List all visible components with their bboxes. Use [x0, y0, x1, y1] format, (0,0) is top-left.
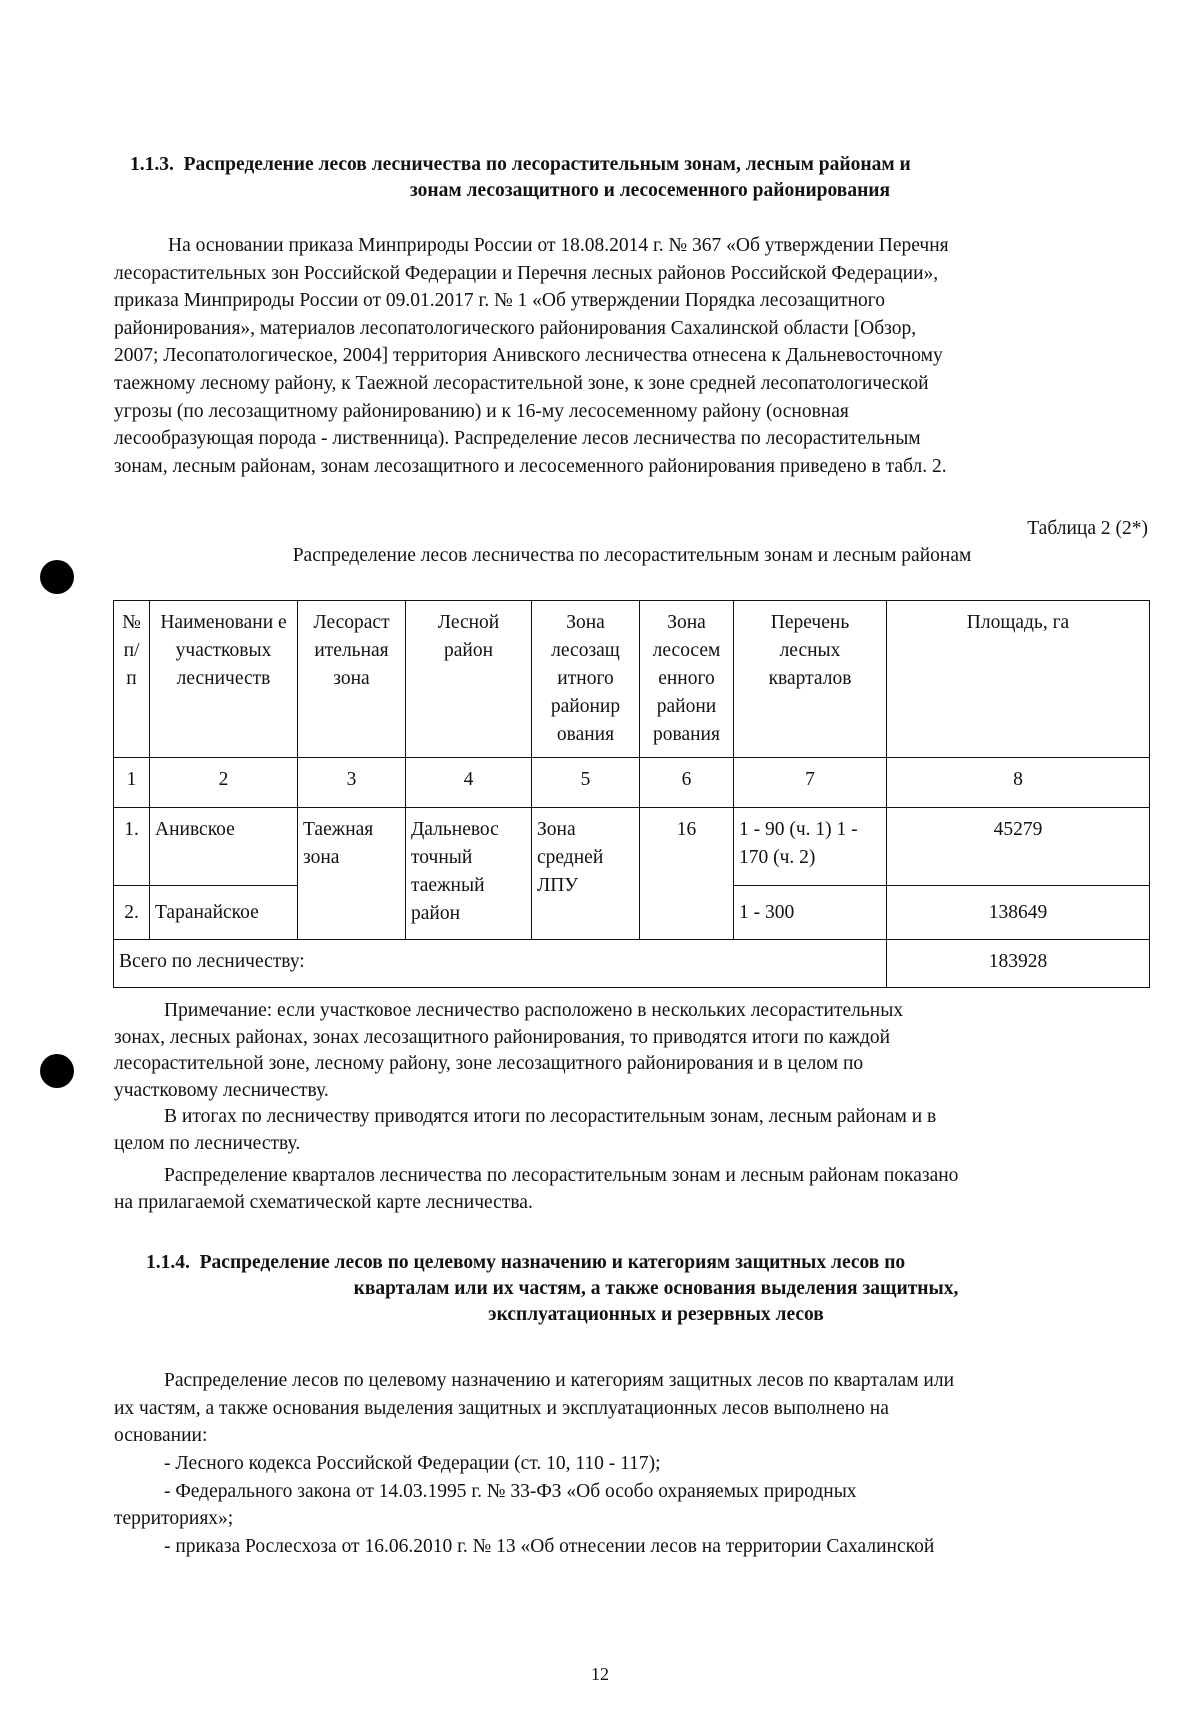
- section-heading-114: [146, 1250, 1126, 1328]
- intro-line: лесорастительных зон Российской Федерации и Перечня лесных районов Российской Федерации»,: [114, 262, 939, 284]
- column-number: 2: [150, 758, 298, 808]
- intro-paragraph: [114, 232, 1150, 480]
- list-item-continuation: территориях»;: [114, 1508, 234, 1529]
- table-label: Таблица 2 (2*): [1027, 518, 1148, 539]
- basis-line: Распределение лесов по целевому назначению и категориям защитных лесов по кварталам или: [164, 1370, 955, 1391]
- column-number: 1: [114, 758, 150, 808]
- section-title-line-3: эксплуатационных и резервных лесов: [488, 1304, 824, 1325]
- forest-distribution-table: [113, 600, 1150, 988]
- basis-line: их частям, а также основания выделения защитных и эксплуатационных лесов выполнено на: [114, 1397, 889, 1419]
- total-label: Всего по лесничеству:: [114, 940, 887, 988]
- column-number: 3: [298, 758, 406, 808]
- section-title-line-1: Распределение лесов по целевому назначению и категориям защитных лесов по: [199, 1252, 906, 1273]
- list-item: - Лесного кодекса Российской Федерации (ст. 10, 110 - 117);: [164, 1453, 661, 1474]
- intro-line: лесообразующая порода - лиственница). Распределение лесов лесничества по лесорастительным: [114, 428, 921, 450]
- intro-line: таежному лесному району, к Таежной лесорастительной зоне, к зоне средней лесопатологической: [114, 372, 929, 394]
- note-line: лесорастительной зоне, лесному району, зоне лесозащитного районирования и в целом по: [114, 1053, 864, 1074]
- note-line: зонах, лесных районах, зонах лесозащитного районирования, то приводятся итоги по каждой: [114, 1026, 891, 1048]
- intro-line: зонам, лесным районам, зонам лесозащитного и лесосеменного районирования приведено в табл. 2.: [114, 455, 947, 477]
- column-number: 7: [734, 758, 887, 808]
- punch-hole-top: [40, 560, 74, 594]
- section-title-line-2: кварталам или их частям, а также основания выделения защитных,: [353, 1278, 959, 1299]
- area-value: 138649: [887, 886, 1150, 940]
- table-caption: Распределение лесов лесничества по лесорастительным зонам и лесным районам: [292, 545, 972, 566]
- section-heading-113: [130, 152, 1130, 204]
- quarters-list: 1 - 90 (ч. 1) 1 - 170 (ч. 2): [734, 808, 887, 886]
- row-number: 2.: [114, 886, 150, 940]
- seed-zone: 16: [640, 808, 734, 940]
- protection-zone: Зона средней ЛПУ: [532, 808, 640, 940]
- totals-note-line: В итогах по лесничеству приводятся итоги по лесорастительным зонам, лесным районам и в: [164, 1106, 937, 1127]
- intro-line: 2007; Лесопатологическое, 2004] территория Анивского лесничества отнесена к Дальневосточному: [114, 345, 943, 367]
- column-number: 5: [532, 758, 640, 808]
- map-note-paragraph: [114, 1163, 1150, 1216]
- row-number: 1.: [114, 808, 150, 886]
- note-line: Примечание: если участковое лесничество расположено в нескольких лесорастительных: [164, 1000, 904, 1021]
- header-cell: Перечень лесных кварталов: [734, 601, 887, 758]
- forest-district: Дальневос точный таежный район: [406, 808, 532, 940]
- section-title-line-2: зонам лесозащитного и лесосеменного районирования: [409, 180, 891, 201]
- total-area: 183928: [887, 940, 1150, 988]
- table-header-row: [114, 601, 1150, 758]
- basis-list: [114, 1450, 1150, 1560]
- header-cell: Зона лесосем енного райони рования: [640, 601, 734, 758]
- list-item: - приказа Рослесхоза от 16.06.2010 г. № 13 «Об отнесении лесов на территории Сахалинской: [164, 1535, 935, 1557]
- total-row: [114, 940, 1150, 988]
- area-value: 45279: [887, 808, 1150, 886]
- list-item: - Федерального закона от 14.03.1995 г. № 33-ФЗ «Об особо охраняемых природных: [164, 1480, 857, 1502]
- column-number-row: [114, 758, 1150, 808]
- totals-note-line: целом по лесничеству.: [114, 1132, 301, 1154]
- column-number: 6: [640, 758, 734, 808]
- vegetation-zone: Таежная зона: [298, 808, 406, 940]
- punch-hole-bottom: [40, 1054, 74, 1088]
- forestry-name: Анивское: [150, 808, 298, 886]
- column-number: 4: [406, 758, 532, 808]
- header-cell: Лесной район: [406, 601, 532, 758]
- note-paragraph: [114, 998, 1150, 1104]
- section-number: 1.1.4.: [146, 1252, 190, 1273]
- basis-paragraph: [114, 1367, 1150, 1450]
- section-title-line-1: Распределение лесов лесничества по лесорастительным зонам, лесным районам и: [183, 154, 911, 175]
- quarters-list: 1 - 300: [734, 886, 887, 940]
- basis-line: основании:: [114, 1425, 208, 1446]
- note-line: участковому лесничеству.: [114, 1079, 329, 1101]
- map-note-line: на прилагаемой схематической карте лесничества.: [114, 1191, 533, 1213]
- page-number: 12: [591, 1664, 609, 1684]
- intro-line: районирования», материалов лесопатологического районирования Сахалинской области [Обзор,: [114, 317, 917, 339]
- intro-line: На основании приказа Минприроды России от 18.08.2014 г. № 367 «Об утверждении Перечня: [168, 235, 949, 256]
- intro-line: угрозы (по лесозащитному районированию) и к 16-му лесосеменному району (основная: [114, 400, 849, 422]
- header-cell: Лесораст ительная зона: [298, 601, 406, 758]
- header-cell: Наименовани е участковых лесничеств: [150, 601, 298, 758]
- intro-line: приказа Минприроды России от 09.01.2017 г. № 1 «Об утверждении Порядка лесозащитного: [114, 290, 886, 312]
- map-note-line: Распределение кварталов лесничества по лесорастительным зонам и лесным районам показано: [164, 1165, 959, 1186]
- column-number: 8: [887, 758, 1150, 808]
- section-number: 1.1.3.: [130, 154, 174, 175]
- header-cell: № п/п: [114, 601, 150, 758]
- header-cell: Зона лесозащ итного районир ования: [532, 601, 640, 758]
- forestry-name: Таранайское: [150, 886, 298, 940]
- table-row: [114, 808, 1150, 886]
- header-cell: Площадь, га: [887, 601, 1150, 758]
- totals-note-paragraph: [114, 1104, 1150, 1157]
